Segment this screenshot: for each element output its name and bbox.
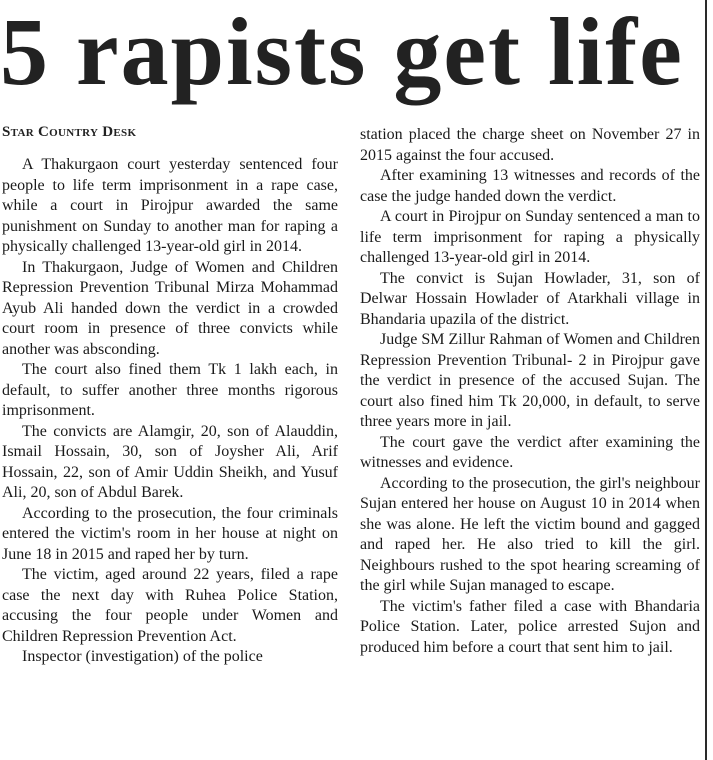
headline: 5 rapists get life [0,0,684,105]
paragraph: According to the prosecution, the girl's neighbour Sujan entered her house on August 10 in 2014 when she was alone. He left the victim bound and gagged and raped her. He also tried to kill the girl. Neighbours rushed to the spot hearing screaming of the girl while Sujan managed to escape. [360,474,700,594]
paragraph: The convict is Sujan Howlader, 31, son of Delwar Hossain Howlader of Atarkhali village in Bhandaria upazila of the district. [360,269,700,328]
byline: Star Country Desk [2,124,137,140]
paragraph: In Thakurgaon, Judge of Women and Children Repression Prevention Tribunal Mirza Mohammad Ayub Ali handed down the verdict in a crowded court room in presence of three convicts while another was absconding. [2,258,338,358]
paragraph: The court also fined them Tk 1 lakh each, in default, to suffer another three months rigorous imprisonment. [2,361,338,419]
paragraph: Judge SM Zillur Rahman of Women and Children Repression Prevention Tribunal- 2 in Pirojpur gave the verdict in presence of the accused Sujan. The court also fined him Tk 20,000, in default, to serve three years more in jail. [360,331,700,430]
paragraph: The court gave the verdict after examining the witnesses and evidence. [360,433,700,471]
paragraph: Inspector (investigation) of the police [22,648,263,665]
article-column-left [2,155,338,668]
paragraph: The convicts are Alamgir, 20, son of Alauddin, Ismail Hossain, 30, son of Joysher Ali, Arif Hossain, 22, son of Amir Uddin Sheikh, and Yusuf Ali, 20, son of Abdul Barek. [2,422,338,501]
column-rule [705,0,707,760]
article-column-right [360,125,700,658]
paragraph: According to the prosecution, the four criminals entered the victim's room in her house at night on June 18 in 2015 and raped her by turn. [2,504,338,563]
paragraph-continued: station placed the charge sheet on November 27 in 2015 against the four accused. [360,126,700,164]
paragraph: After examining 13 witnesses and records of the case the judge handed down the verdict. [360,167,700,205]
paragraph: A Thakurgaon court yesterday sentenced four people to life term imprisonment in a rape case, while a court in Pirojpur awarded the same punishment on Sunday to another man for raping a physically challenged 13-year-old girl in 2014. [2,156,338,255]
paragraph: The victim, aged around 22 years, filed a rape case the next day with Ruhea Police Station, accusing the four people under Women and Children Repression Prevention Act. [2,566,338,645]
paragraph: A court in Pirojpur on Sunday sentenced a man to life term imprisonment for raping a physically challenged 13-year-old girl in 2014. [360,208,700,266]
paragraph: The victim's father filed a case with Bhandaria Police Station. Later, police arrested Sujon and produced him before a court that sent him to jail. [360,597,700,656]
